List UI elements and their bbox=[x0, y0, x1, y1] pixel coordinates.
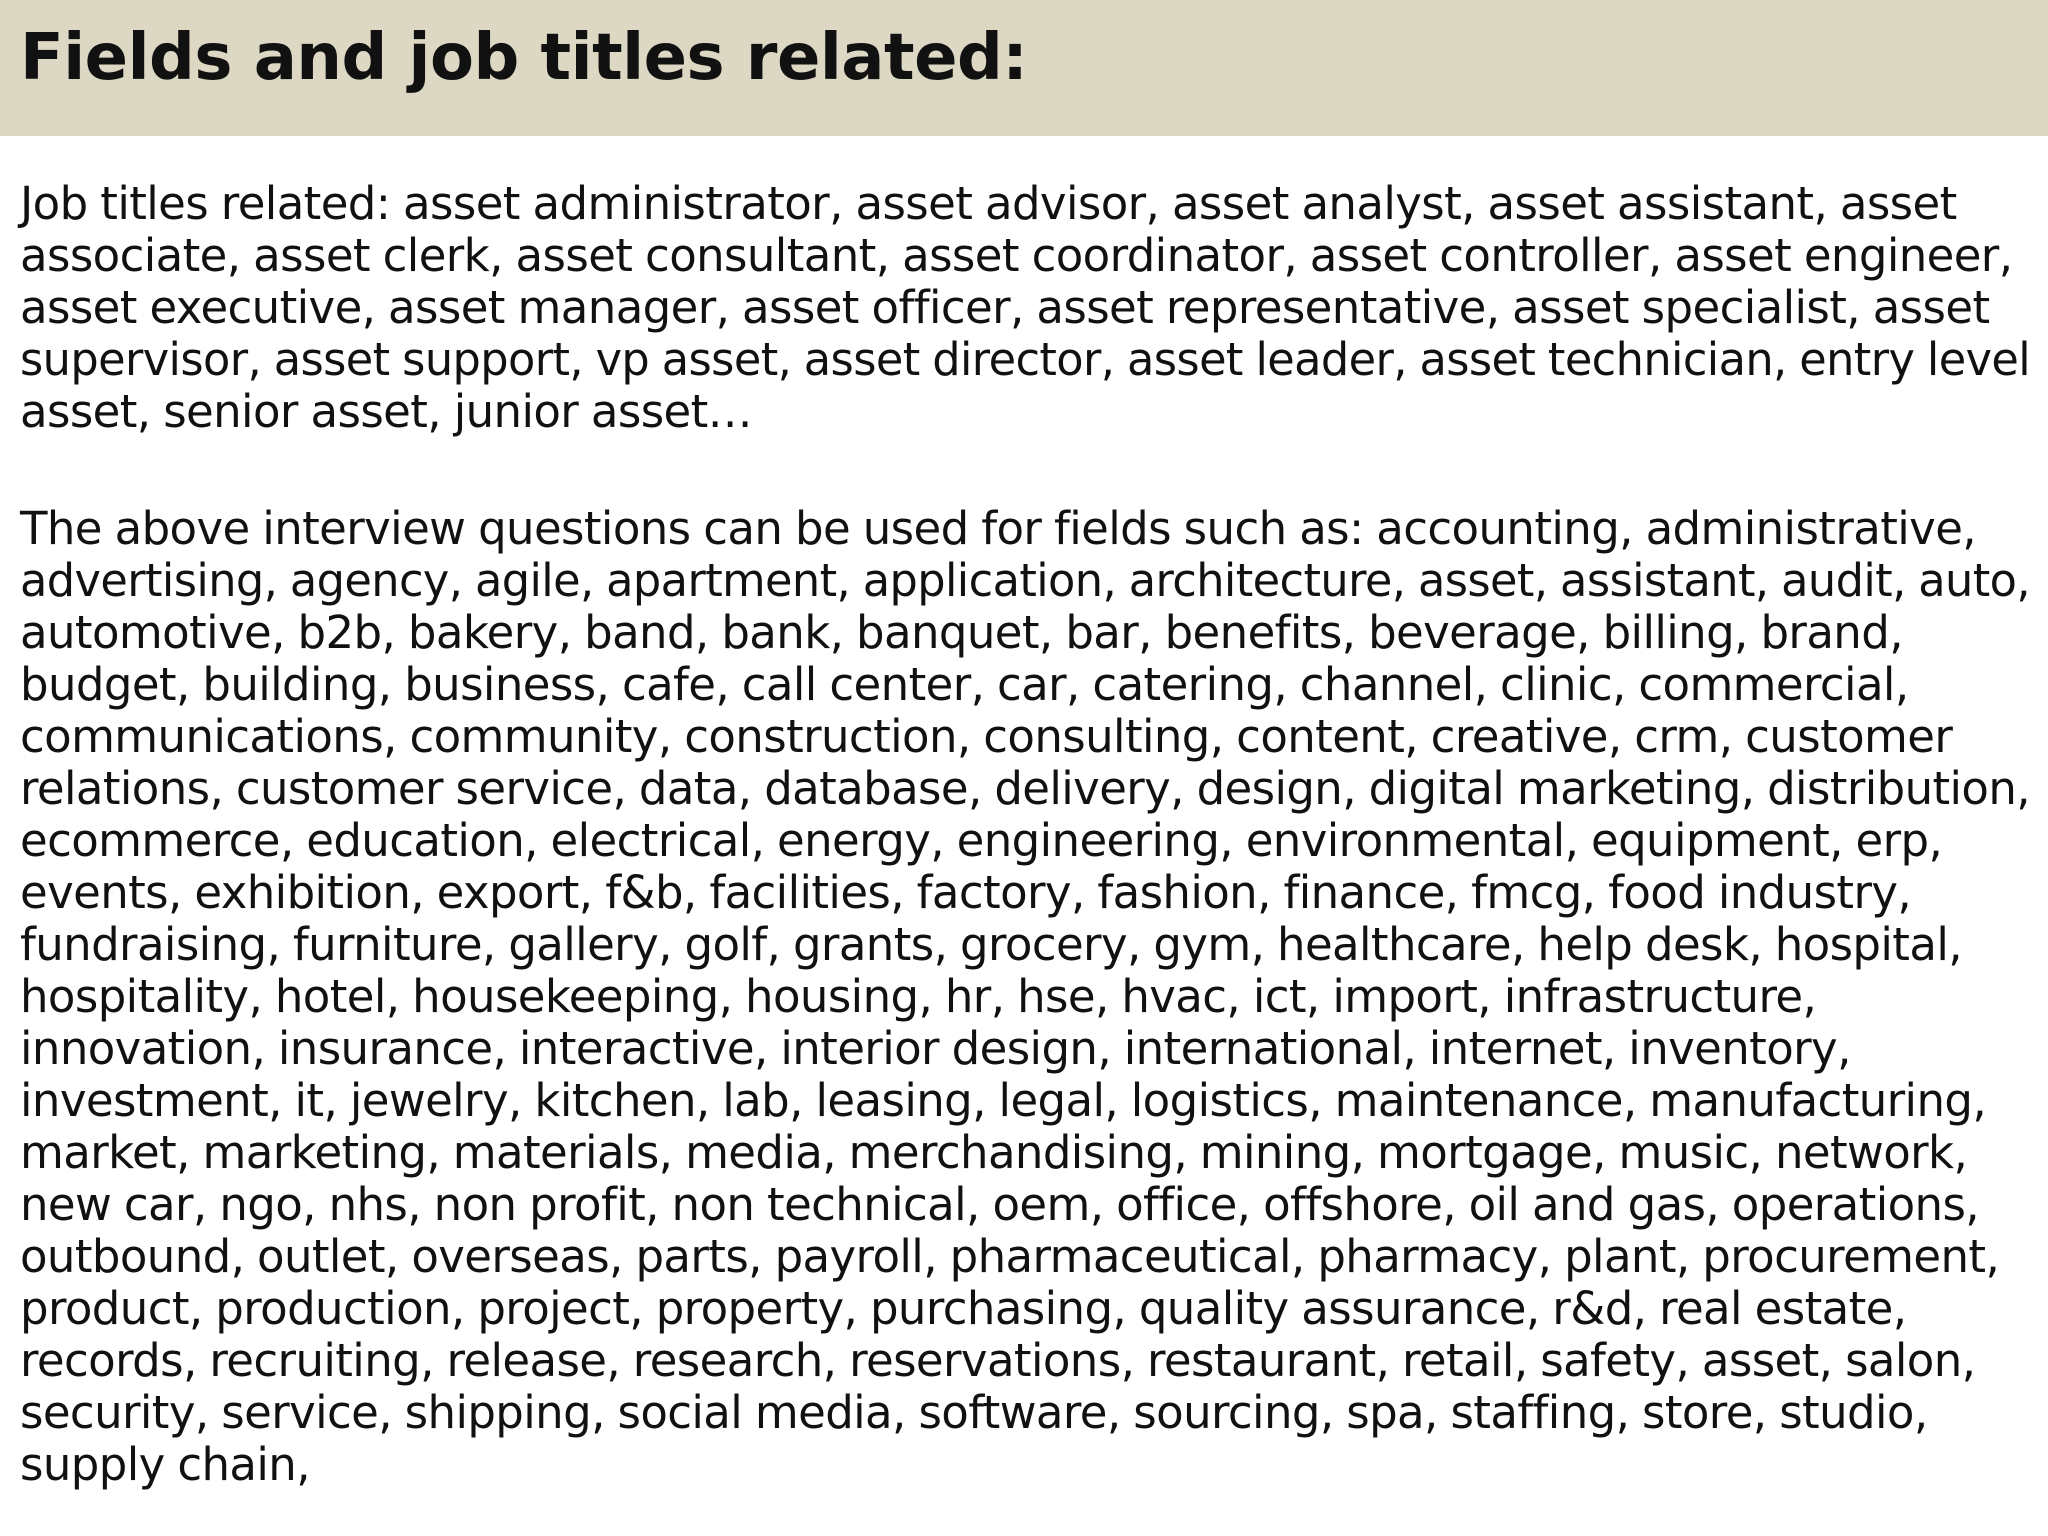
text-line: The above interview questions can be used for fields such as: accounting, administrative, bbox=[20, 502, 1976, 555]
text-line: new car, ngo, nhs, non profit, non technical, oem, office, offshore, oil and gas, operations, bbox=[20, 1178, 1980, 1231]
text-line: supply chain, bbox=[20, 1438, 310, 1491]
text-line: supervisor, asset support, vp asset, asset director, asset leader, asset technician, entry level bbox=[20, 333, 2031, 386]
text-line: market, marketing, materials, media, merchandising, mining, mortgage, music, network, bbox=[20, 1126, 1968, 1179]
text-line: innovation, insurance, interactive, interior design, international, internet, inventory, bbox=[20, 1022, 1851, 1075]
text-line: Job titles related: asset administrator, asset advisor, asset analyst, asset assistant, asset bbox=[20, 177, 1957, 230]
title-bar bbox=[0, 0, 2048, 136]
text-line: automotive, b2b, bakery, band, bank, banquet, bar, benefits, beverage, billing, brand, bbox=[20, 606, 1903, 659]
text-line: product, production, project, property, purchasing, quality assurance, r&d, real estate, bbox=[20, 1282, 1907, 1335]
text-line: fundraising, furniture, gallery, golf, grants, grocery, gym, healthcare, help desk, hospital, bbox=[20, 918, 1962, 971]
text-line: associate, asset clerk, asset consultant, asset coordinator, asset controller, asset engineer, bbox=[20, 229, 2013, 282]
text-line: communications, community, construction, consulting, content, creative, crm, customer bbox=[20, 710, 1953, 763]
text-line: events, exhibition, export, f&b, facilities, factory, fashion, finance, fmcg, food industry, bbox=[20, 866, 1912, 919]
text-line: security, service, shipping, social media, software, sourcing, spa, staffing, store, studio, bbox=[20, 1386, 1928, 1439]
text-line: outbound, outlet, overseas, parts, payroll, pharmaceutical, pharmacy, plant, procurement, bbox=[20, 1230, 2000, 1283]
text-line: hospitality, hotel, housekeeping, housing, hr, hse, hvac, ict, import, infrastructure, bbox=[20, 970, 1817, 1023]
text-line: advertising, agency, agile, apartment, application, architecture, asset, assistant, audit, auto, bbox=[20, 554, 2030, 607]
text-line: budget, building, business, cafe, call center, car, catering, channel, clinic, commercial, bbox=[20, 658, 1909, 711]
text-line: records, recruiting, release, research, reservations, restaurant, retail, safety, asset, salon, bbox=[20, 1334, 1976, 1387]
text-line: asset, senior asset, junior asset… bbox=[20, 385, 753, 438]
text-line: ecommerce, education, electrical, energy, engineering, environmental, equipment, erp, bbox=[20, 814, 1943, 867]
slide-title: Fields and job titles related: bbox=[20, 21, 1028, 95]
text-line: asset executive, asset manager, asset officer, asset representative, asset specialist, asset bbox=[20, 281, 1990, 334]
text-line: relations, customer service, data, database, delivery, design, digital marketing, distribution, bbox=[20, 762, 2030, 815]
fields-paragraph bbox=[20, 503, 2030, 1491]
text-line: investment, it, jewelry, kitchen, lab, leasing, legal, logistics, maintenance, manufacturing, bbox=[20, 1074, 1987, 1127]
job-titles-paragraph bbox=[20, 178, 2030, 438]
slide-body bbox=[20, 178, 2030, 1491]
